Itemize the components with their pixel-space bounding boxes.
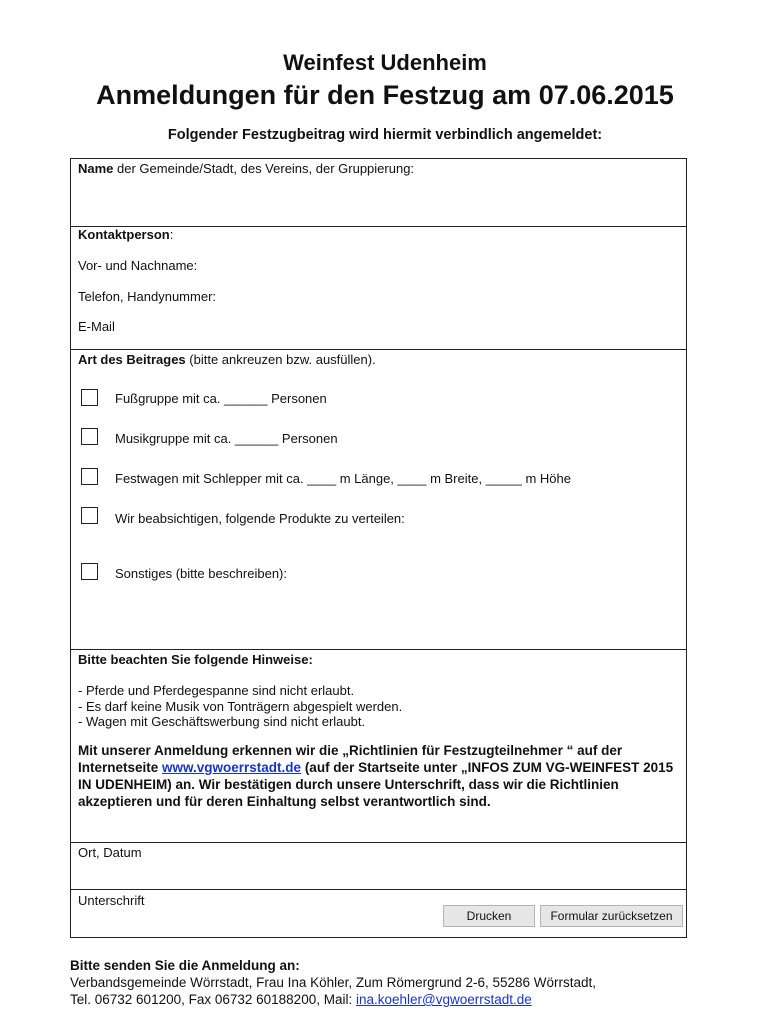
footer-contact — [70, 992, 532, 1007]
contribution-label-rest: (bitte ankreuzen bzw. ausfüllen). — [185, 352, 376, 367]
checkbox-foot-group[interactable] — [81, 389, 98, 406]
contact-label-bold: Kontaktperson — [78, 227, 170, 242]
footer-address: Verbandsgemeinde Wörrstadt, Frau Ina Köhler, Zum Römergrund 2-6, 55286 Wörrstadt, — [70, 975, 597, 990]
notice-text-2: (auf der Startseite unter „INFOS ZUM VG-WEINFEST 2015 IN UDENHEIM) an. Wir bestätigen durch unsere Unterschrift, dass wir die Richtlinien akzeptieren und für deren Einhaltung selbst verantwortlich sind. — [78, 760, 674, 809]
option-foot-group: Fußgruppe mit ca. ______ Personen — [115, 391, 327, 406]
document-subtitle: Anmeldungen für den Festzug am 07.06.2015 — [96, 80, 674, 110]
place-date-input[interactable] — [72, 861, 685, 887]
checkbox-music-group[interactable] — [81, 428, 98, 445]
footer-heading: Bitte senden Sie die Anmeldung an: — [70, 958, 300, 973]
note-item: - Pferde und Pferdegespanne sind nicht erlaubt. — [78, 683, 355, 698]
contact-name-field[interactable]: Vor- und Nachname: — [78, 258, 198, 273]
email-link[interactable]: ina.koehler@vgwoerrstadt.de — [355, 992, 532, 1007]
contribution-label-bold: Art des Beitrages — [78, 352, 186, 367]
option-other: Sonstiges (bitte beschreiben): — [115, 566, 287, 581]
notes-heading: Bitte beachten Sie folgende Hinweise: — [78, 652, 313, 667]
document-title: Weinfest Udenheim — [283, 50, 487, 75]
footer-contact-text: Tel. 06732 601200, Fax 06732 60188200, Mail: — [70, 992, 356, 1007]
contribution-section-label — [78, 352, 376, 367]
divider — [71, 349, 686, 350]
option-float: Festwagen mit Schlepper mit ca. ____ m Länge, ____ m Breite, _____ m Höhe — [115, 471, 571, 486]
website-link[interactable]: www.vgwoerrstadt.de — [162, 760, 302, 775]
checkbox-other[interactable] — [81, 563, 98, 580]
checkbox-float[interactable] — [81, 468, 98, 485]
divider — [71, 649, 686, 650]
name-label-bold: Name — [78, 161, 114, 176]
place-date-label: Ort, Datum — [78, 845, 142, 860]
contact-label-rest: : — [169, 227, 174, 242]
contact-section-label — [78, 227, 173, 242]
name-section-label — [78, 161, 414, 176]
notice-text-1: Mit unserer Anmeldung erkennen wir die „Richtlinien für Festzugteilnehmer “ auf der Internetseite — [78, 743, 623, 775]
contact-email-field[interactable]: E-Mail — [78, 319, 115, 334]
option-music-group: Musikgruppe mit ca. ______ Personen — [115, 431, 338, 446]
divider — [71, 889, 686, 890]
note-item: - Es darf keine Musik von Tonträgern abgespielt werden. — [78, 699, 403, 714]
reset-form-button[interactable]: Formular zurücksetzen — [540, 905, 683, 927]
guidelines-notice — [78, 742, 683, 810]
divider — [71, 842, 686, 843]
name-label-rest: der Gemeinde/Stadt, des Vereins, der Gruppierung: — [113, 161, 415, 176]
signature-label: Unterschrift — [78, 893, 145, 908]
print-button[interactable]: Drucken — [443, 905, 535, 927]
checkbox-products[interactable] — [81, 507, 98, 524]
option-products: Wir beabsichtigen, folgende Produkte zu verteilen: — [115, 511, 405, 526]
contact-phone-field[interactable]: Telefon, Handynummer: — [78, 289, 217, 304]
registration-form — [70, 158, 687, 938]
intro-text: Folgender Festzugbeitrag wird hiermit verbindlich angemeldet: — [167, 127, 603, 143]
note-item: - Wagen mit Geschäftswerbung sind nicht erlaubt. — [78, 714, 366, 729]
name-input-area[interactable] — [72, 181, 685, 225]
